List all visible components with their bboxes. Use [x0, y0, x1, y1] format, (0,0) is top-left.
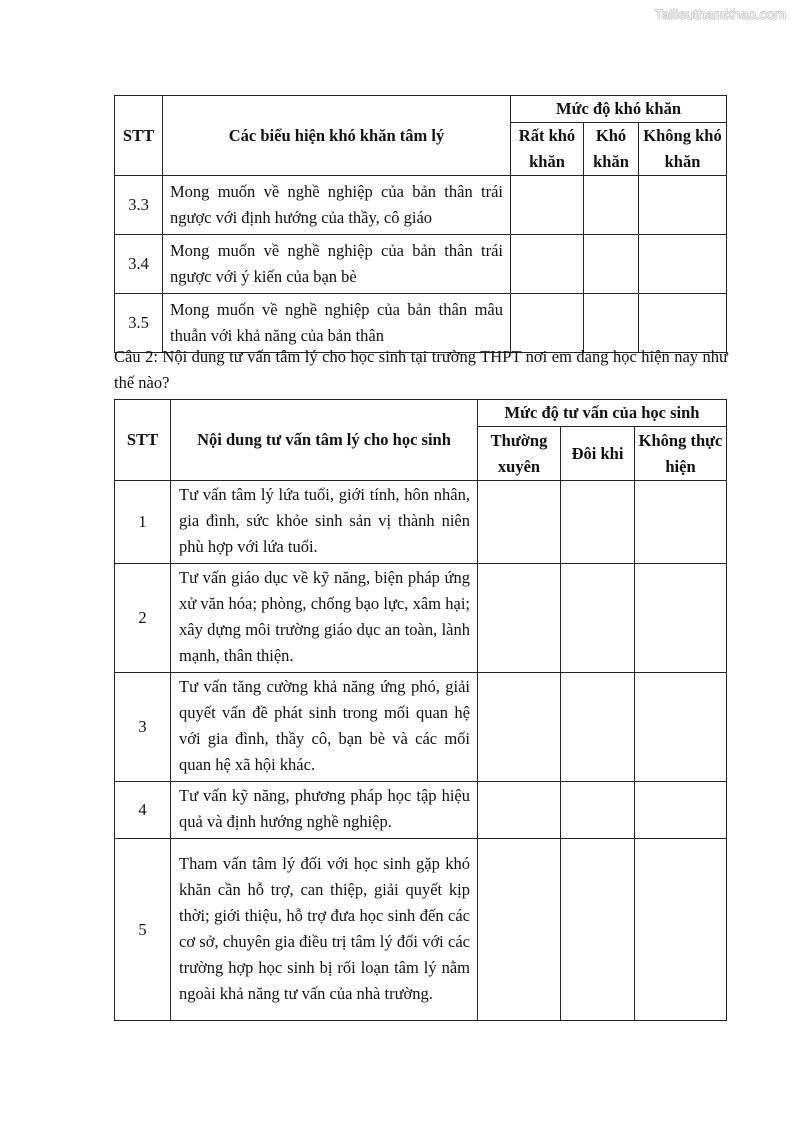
row-stt: 1 [115, 481, 171, 564]
table-row [115, 673, 727, 782]
answer-cell[interactable] [635, 782, 727, 839]
header-level-1: Rất khó khăn [511, 123, 584, 176]
row-text: Tư vấn tăng cường khả năng ứng phó, giải quyết vấn đề phát sinh trong mối quan hệ với gia đình, thầy cô, bạn bè và các mối quan hệ xã hội khác. [171, 673, 478, 782]
answer-cell[interactable] [635, 481, 727, 564]
header-level-group: Mức độ tư vấn của học sinh [478, 400, 727, 427]
row-stt: 3 [115, 673, 171, 782]
header-level-3: Không khó khăn [639, 123, 727, 176]
row-text: Tham vấn tâm lý đối với học sinh gặp khó khăn cần hỗ trợ, can thiệp, giải quyết kịp thời; giới thiệu, hỗ trợ đưa học sinh đến các cơ sở, chuyên gia điều trị tâm lý đối với các trường hợp học sinh bị rối loạn tâm lý nằm ngoài khả năng tư vấn của nhà trường. [171, 839, 478, 1021]
row-stt: 2 [115, 564, 171, 673]
answer-cell[interactable] [478, 839, 561, 1021]
answer-cell[interactable] [635, 839, 727, 1021]
row-stt: 5 [115, 839, 171, 1021]
row-text: Mong muốn về nghề nghiệp của bản thân mâu thuẫn với khả năng của bản thân [163, 294, 511, 353]
question-2: Câu 2: Nội dung tư vấn tâm lý cho học sinh tại trường THPT nơi em đang học hiện nay như thế nào? [114, 347, 728, 392]
row-text: Tư vấn tâm lý lứa tuổi, giới tính, hôn nhân, gia đình, sức khỏe sinh sản vị thành niên phù hợp với lứa tuổi. [171, 481, 478, 564]
answer-cell[interactable] [635, 564, 727, 673]
answer-cell[interactable] [561, 673, 635, 782]
answer-cell[interactable] [584, 235, 639, 294]
row-text: Mong muốn về nghề nghiệp của bản thân trái ngược với ý kiến của bạn bè [163, 235, 511, 294]
watermark: Tailieuthamkhao.com [654, 6, 786, 22]
table-row [115, 564, 727, 673]
answer-cell[interactable] [478, 481, 561, 564]
header-level-2: Khó khăn [584, 123, 639, 176]
table-row [115, 782, 727, 839]
header-content: Các biểu hiện khó khăn tâm lý [163, 96, 511, 176]
table-row [115, 235, 727, 294]
answer-cell[interactable] [478, 782, 561, 839]
answer-cell[interactable] [478, 564, 561, 673]
row-text: Tư vấn giáo dục về kỹ năng, biện pháp ứng xử văn hóa; phòng, chống bạo lực, xâm hại; xây dựng môi trường giáo dục an toàn, lành mạnh, thân thiện. [171, 564, 478, 673]
header-stt: STT [115, 400, 171, 481]
answer-cell[interactable] [478, 673, 561, 782]
header-level-2: Đôi khi [561, 427, 635, 481]
header-level-1: Thường xuyên [478, 427, 561, 481]
row-stt: 3.5 [115, 294, 163, 353]
row-text: Mong muốn về nghề nghiệp của bản thân trái ngược với định hướng của thầy, cô giáo [163, 176, 511, 235]
table-row [115, 481, 727, 564]
answer-cell[interactable] [639, 235, 727, 294]
row-text: Tư vấn kỹ năng, phương pháp học tập hiệu quả và định hướng nghề nghiệp. [171, 782, 478, 839]
header-content: Nội dung tư vấn tâm lý cho học sinh [171, 400, 478, 481]
answer-cell[interactable] [561, 782, 635, 839]
answer-cell[interactable] [584, 176, 639, 235]
header-stt: STT [115, 96, 163, 176]
table-row [115, 176, 727, 235]
table-row [115, 839, 727, 1021]
answer-cell[interactable] [561, 481, 635, 564]
answer-cell[interactable] [561, 564, 635, 673]
row-stt: 3.4 [115, 235, 163, 294]
row-stt: 4 [115, 782, 171, 839]
answer-cell[interactable] [511, 176, 584, 235]
answer-cell[interactable] [561, 839, 635, 1021]
counseling-table [114, 399, 727, 1021]
header-level-3: Không thực hiện [635, 427, 727, 481]
row-stt: 3.3 [115, 176, 163, 235]
difficulty-table [114, 95, 727, 353]
answer-cell[interactable] [639, 176, 727, 235]
header-level-group: Mức độ khó khăn [511, 96, 727, 123]
answer-cell[interactable] [635, 673, 727, 782]
answer-cell[interactable] [511, 235, 584, 294]
